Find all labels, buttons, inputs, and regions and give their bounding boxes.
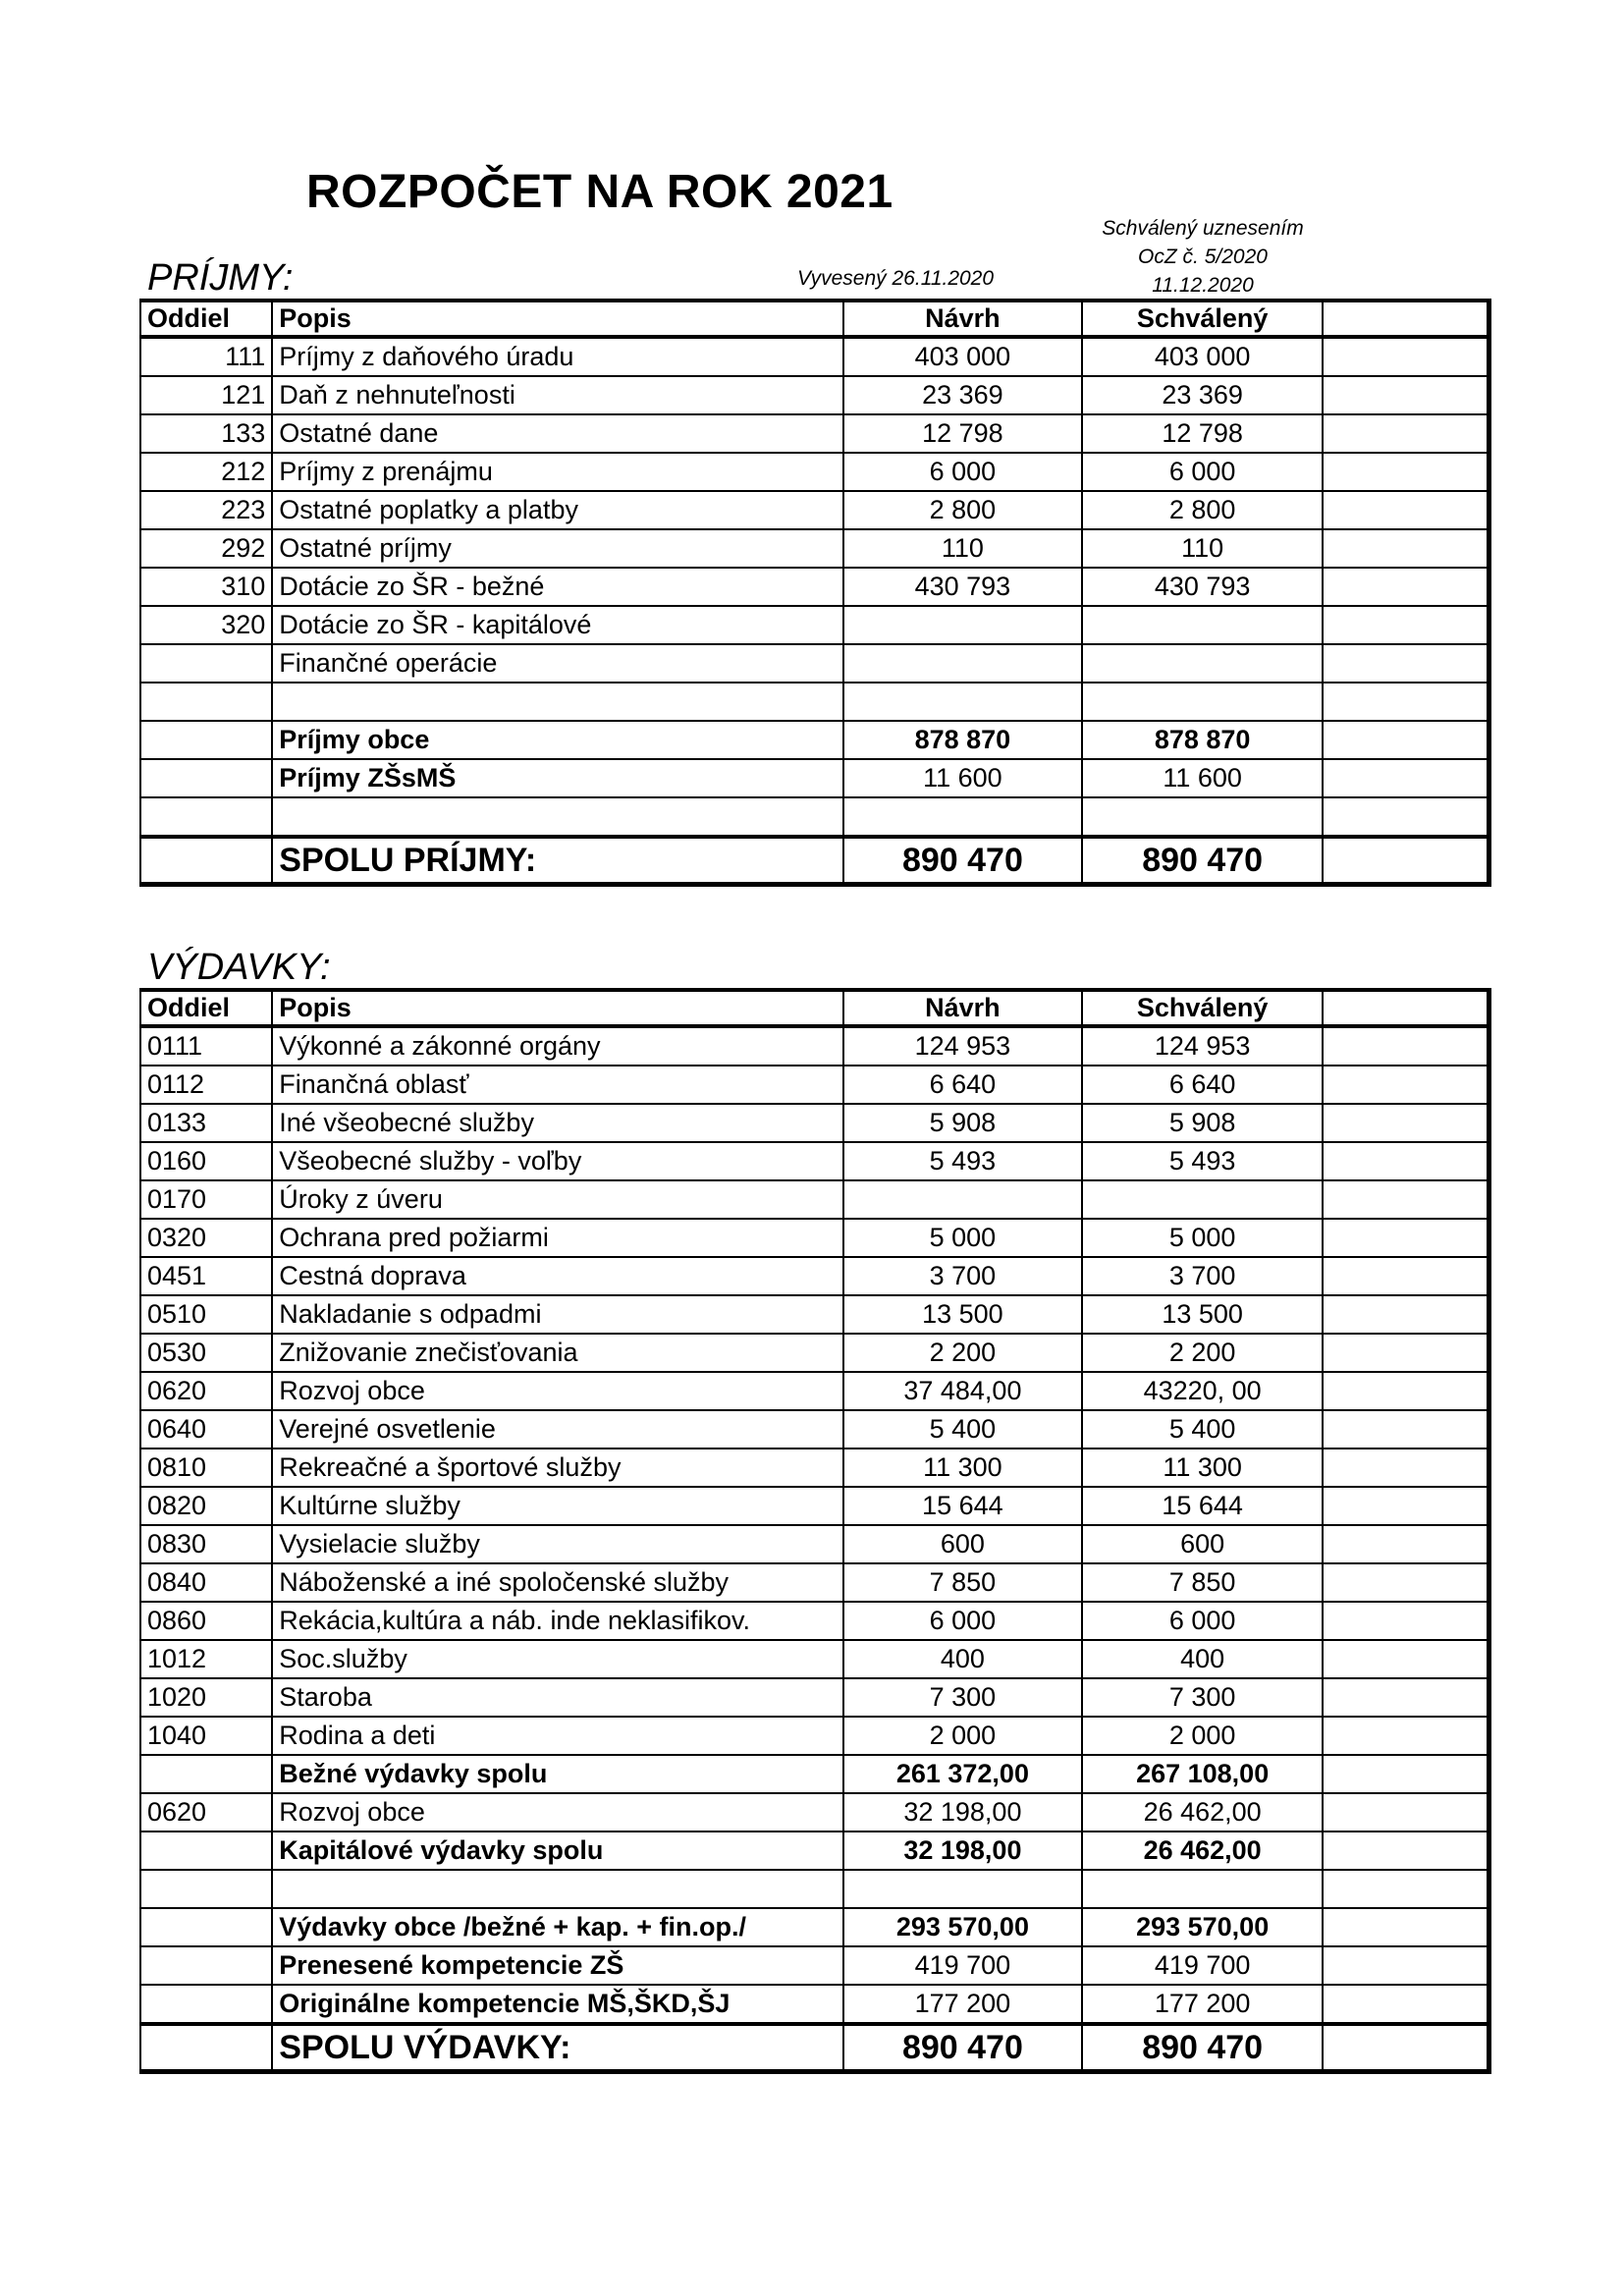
row-code: 1012 (140, 1640, 272, 1678)
col-header-code: Oddiel (140, 990, 272, 1026)
row-empty (1323, 1449, 1489, 1487)
row-schvaleny: 11 600 (1082, 759, 1323, 797)
row-description: Soc.služby (272, 1640, 843, 1678)
table-row (140, 1525, 1489, 1563)
col-header-schvaleny: Schválený (1082, 990, 1323, 1026)
row-description: Ostatné príjmy (272, 529, 843, 568)
row-empty (1323, 1372, 1489, 1410)
income-header-row (140, 301, 1489, 337)
row-description: Ochrana pred požiarmi (272, 1219, 843, 1257)
row-description: Príjmy ZŠsMŠ (272, 759, 843, 797)
row-description (272, 1870, 843, 1908)
row-schvaleny: 13 500 (1082, 1295, 1323, 1334)
row-description: Rekácia,kultúra a náb. inde neklasifikov. (272, 1602, 843, 1640)
row-empty (1323, 1257, 1489, 1295)
table-row (140, 529, 1489, 568)
row-description: Prenesené kompetencie ZŠ (272, 1946, 843, 1985)
col-header-empty (1323, 990, 1489, 1026)
page-title: ROZPOČET NA ROK 2021 (306, 166, 893, 218)
row-navrh: 5 908 (843, 1104, 1082, 1142)
row-navrh: 3 700 (843, 1257, 1082, 1295)
row-code: 0160 (140, 1142, 272, 1180)
col-header-desc: Popis (272, 301, 843, 337)
expenses-header-row (140, 990, 1489, 1026)
row-navrh: 12 798 (843, 414, 1082, 453)
row-description: Náboženské a iné spoločenské služby (272, 1563, 843, 1602)
row-code (140, 1870, 272, 1908)
row-code: 0170 (140, 1180, 272, 1219)
row-empty (1323, 683, 1489, 721)
row-empty (1323, 453, 1489, 491)
row-navrh: 23 369 (843, 376, 1082, 414)
row-navrh: 11 600 (843, 759, 1082, 797)
row-schvaleny: 5 400 (1082, 1410, 1323, 1449)
row-schvaleny: 6 000 (1082, 1602, 1323, 1640)
row-schvaleny (1082, 644, 1323, 683)
col-header-code: Oddiel (140, 301, 272, 337)
approval-note (1080, 214, 1326, 300)
row-code: 121 (140, 376, 272, 414)
row-code: 292 (140, 529, 272, 568)
row-schvaleny: 6 000 (1082, 453, 1323, 491)
row-schvaleny: 430 793 (1082, 568, 1323, 606)
row-code: 133 (140, 414, 272, 453)
table-row (140, 1870, 1489, 1908)
row-navrh: 32 198,00 (843, 1793, 1082, 1831)
row-navrh: 7 850 (843, 1563, 1082, 1602)
row-empty (1323, 1066, 1489, 1104)
row-empty (1323, 1831, 1489, 1870)
table-row (140, 1793, 1489, 1831)
row-empty (1323, 1410, 1489, 1449)
row-navrh (843, 606, 1082, 644)
row-navrh: 2 800 (843, 491, 1082, 529)
table-row (140, 1908, 1489, 1946)
row-code (140, 1908, 272, 1946)
row-empty (1323, 1908, 1489, 1946)
row-empty (1323, 376, 1489, 414)
row-schvaleny (1082, 606, 1323, 644)
row-navrh: 5 493 (843, 1142, 1082, 1180)
row-navrh (843, 1870, 1082, 1908)
row-navrh: 13 500 (843, 1295, 1082, 1334)
row-description: Kapitálové výdavky spolu (272, 1831, 843, 1870)
row-navrh: 878 870 (843, 721, 1082, 759)
row-description: Finančná oblasť (272, 1066, 843, 1104)
row-navrh: 261 372,00 (843, 1755, 1082, 1793)
row-description: Všeobecné služby - voľby (272, 1142, 843, 1180)
table-row (140, 1372, 1489, 1410)
total-schvaleny: 890 470 (1082, 2024, 1323, 2072)
total-empty (1323, 837, 1489, 885)
table-row (140, 337, 1489, 376)
col-header-schvaleny: Schválený (1082, 301, 1323, 337)
row-navrh (843, 683, 1082, 721)
row-code: 310 (140, 568, 272, 606)
table-row (140, 1295, 1489, 1334)
row-schvaleny: 419 700 (1082, 1946, 1323, 1985)
total-code (140, 837, 272, 885)
row-description: Rozvoj obce (272, 1372, 843, 1410)
row-empty (1323, 1640, 1489, 1678)
row-description: Daň z nehnuteľnosti (272, 376, 843, 414)
row-code: 111 (140, 337, 272, 376)
row-description: Dotácie zo ŠR - kapitálové (272, 606, 843, 644)
row-empty (1323, 337, 1489, 376)
table-row (140, 453, 1489, 491)
row-navrh: 124 953 (843, 1026, 1082, 1066)
income-heading: PRÍJMY: (147, 257, 294, 299)
expenses-heading: VÝDAVKY: (147, 947, 331, 988)
row-schvaleny: 5 493 (1082, 1142, 1323, 1180)
row-navrh: 37 484,00 (843, 1372, 1082, 1410)
row-schvaleny: 26 462,00 (1082, 1831, 1323, 1870)
row-description: Znižovanie znečisťovania (272, 1334, 843, 1372)
table-row (140, 606, 1489, 644)
table-row (140, 644, 1489, 683)
row-code (140, 797, 272, 837)
table-row (140, 1026, 1489, 1066)
col-header-desc: Popis (272, 990, 843, 1026)
row-navrh: 430 793 (843, 568, 1082, 606)
table-row (140, 1487, 1489, 1525)
table-row (140, 1410, 1489, 1449)
row-empty (1323, 1104, 1489, 1142)
row-navrh: 2 200 (843, 1334, 1082, 1372)
row-navrh: 6 000 (843, 1602, 1082, 1640)
row-description: Príjmy z daňového úradu (272, 337, 843, 376)
row-description: Originálne kompetencie MŠ,ŠKD,ŠJ (272, 1985, 843, 2024)
row-code: 0320 (140, 1219, 272, 1257)
row-code: 1040 (140, 1717, 272, 1755)
row-code (140, 759, 272, 797)
row-schvaleny: 2 200 (1082, 1334, 1323, 1372)
table-row (140, 1563, 1489, 1602)
row-schvaleny: 600 (1082, 1525, 1323, 1563)
row-code: 0810 (140, 1449, 272, 1487)
table-row (140, 1449, 1489, 1487)
row-empty (1323, 1487, 1489, 1525)
row-code: 1020 (140, 1678, 272, 1717)
approval-note-line: OcZ č. 5/2020 (1138, 246, 1268, 268)
row-empty (1323, 1755, 1489, 1793)
row-schvaleny: 5 908 (1082, 1104, 1323, 1142)
row-navrh: 7 300 (843, 1678, 1082, 1717)
row-description: Nakladanie s odpadmi (272, 1295, 843, 1334)
row-empty (1323, 1717, 1489, 1755)
row-navrh: 15 644 (843, 1487, 1082, 1525)
row-navrh: 32 198,00 (843, 1831, 1082, 1870)
row-description: Vysielacie služby (272, 1525, 843, 1563)
row-description: Rekreačné a športové služby (272, 1449, 843, 1487)
row-schvaleny: 403 000 (1082, 337, 1323, 376)
row-empty (1323, 1219, 1489, 1257)
row-schvaleny: 15 644 (1082, 1487, 1323, 1525)
row-empty (1323, 1334, 1489, 1372)
table-row (140, 1180, 1489, 1219)
row-description: Dotácie zo ŠR - bežné (272, 568, 843, 606)
row-empty (1323, 644, 1489, 683)
row-code: 0530 (140, 1334, 272, 1372)
table-row (140, 1602, 1489, 1640)
table-row (140, 1717, 1489, 1755)
row-navrh: 403 000 (843, 337, 1082, 376)
row-schvaleny: 400 (1082, 1640, 1323, 1678)
row-description: Výdavky obce /bežné + kap. + fin.op./ (272, 1908, 843, 1946)
row-code (140, 644, 272, 683)
row-empty (1323, 759, 1489, 797)
row-navrh: 419 700 (843, 1946, 1082, 1985)
row-navrh: 293 570,00 (843, 1908, 1082, 1946)
total-navrh: 890 470 (843, 2024, 1082, 2072)
row-schvaleny: 110 (1082, 529, 1323, 568)
row-empty (1323, 1563, 1489, 1602)
row-navrh: 5 000 (843, 1219, 1082, 1257)
income-table (139, 299, 1491, 887)
table-row (140, 1755, 1489, 1793)
row-empty (1323, 1142, 1489, 1180)
row-code: 0620 (140, 1793, 272, 1831)
total-empty (1323, 2024, 1489, 2072)
row-empty (1323, 1026, 1489, 1066)
table-row (140, 797, 1489, 837)
row-code: 0111 (140, 1026, 272, 1066)
row-description: Príjmy obce (272, 721, 843, 759)
row-empty (1323, 1295, 1489, 1334)
row-code: 320 (140, 606, 272, 644)
row-code (140, 1831, 272, 1870)
row-schvaleny: 12 798 (1082, 414, 1323, 453)
row-schvaleny: 2 800 (1082, 491, 1323, 529)
row-description: Bežné výdavky spolu (272, 1755, 843, 1793)
row-empty (1323, 1602, 1489, 1640)
approval-note-line: Schválený uznesením (1102, 217, 1304, 240)
col-header-empty (1323, 301, 1489, 337)
row-navrh: 2 000 (843, 1717, 1082, 1755)
row-description: Ostatné poplatky a platby (272, 491, 843, 529)
row-empty (1323, 1946, 1489, 1985)
table-row (140, 1257, 1489, 1295)
table-row (140, 759, 1489, 797)
row-description: Verejné osvetlenie (272, 1410, 843, 1449)
table-row (140, 1678, 1489, 1717)
row-navrh (843, 644, 1082, 683)
table-row (140, 1104, 1489, 1142)
row-code (140, 1946, 272, 1985)
table-row (140, 1831, 1489, 1870)
row-schvaleny: 11 300 (1082, 1449, 1323, 1487)
row-code: 0640 (140, 1410, 272, 1449)
row-schvaleny: 3 700 (1082, 1257, 1323, 1295)
row-schvaleny: 7 300 (1082, 1678, 1323, 1717)
row-empty (1323, 1870, 1489, 1908)
row-code: 0830 (140, 1525, 272, 1563)
row-schvaleny: 177 200 (1082, 1985, 1323, 2024)
row-schvaleny: 43220, 00 (1082, 1372, 1323, 1410)
row-navrh (843, 797, 1082, 837)
row-code: 223 (140, 491, 272, 529)
table-row (140, 568, 1489, 606)
total-navrh: 890 470 (843, 837, 1082, 885)
table-row (140, 1066, 1489, 1104)
row-navrh: 5 400 (843, 1410, 1082, 1449)
row-empty (1323, 414, 1489, 453)
row-description: Rodina a deti (272, 1717, 843, 1755)
row-description: Príjmy z prenájmu (272, 453, 843, 491)
row-code: 0840 (140, 1563, 272, 1602)
row-navrh: 110 (843, 529, 1082, 568)
row-empty (1323, 529, 1489, 568)
row-description: Úroky z úveru (272, 1180, 843, 1219)
row-navrh: 177 200 (843, 1985, 1082, 2024)
table-row (140, 376, 1489, 414)
table-row (140, 1219, 1489, 1257)
total-label: SPOLU PRÍJMY: (272, 837, 843, 885)
row-description (272, 683, 843, 721)
row-empty (1323, 606, 1489, 644)
row-code (140, 1985, 272, 2024)
table-row (140, 1985, 1489, 2024)
row-description: Výkonné a zákonné orgány (272, 1026, 843, 1066)
row-code: 0820 (140, 1487, 272, 1525)
row-empty (1323, 1180, 1489, 1219)
total-schvaleny: 890 470 (1082, 837, 1323, 885)
row-description: Ostatné dane (272, 414, 843, 453)
row-schvaleny (1082, 683, 1323, 721)
row-empty (1323, 1985, 1489, 2024)
row-description: Finančné operácie (272, 644, 843, 683)
row-schvaleny: 124 953 (1082, 1026, 1323, 1066)
row-code (140, 1755, 272, 1793)
row-empty (1323, 491, 1489, 529)
table-row (140, 1142, 1489, 1180)
row-code: 0860 (140, 1602, 272, 1640)
row-description: Cestná doprava (272, 1257, 843, 1295)
row-schvaleny: 23 369 (1082, 376, 1323, 414)
row-schvaleny: 5 000 (1082, 1219, 1323, 1257)
row-empty (1323, 1793, 1489, 1831)
table-row (140, 721, 1489, 759)
table-row (140, 1946, 1489, 1985)
row-description (272, 797, 843, 837)
row-empty (1323, 721, 1489, 759)
posted-note: Vyvesený 26.11.2020 (797, 267, 995, 290)
row-navrh: 6 640 (843, 1066, 1082, 1104)
row-schvaleny: 293 570,00 (1082, 1908, 1323, 1946)
row-code (140, 721, 272, 759)
row-navrh (843, 1180, 1082, 1219)
row-schvaleny: 267 108,00 (1082, 1755, 1323, 1793)
row-code: 0112 (140, 1066, 272, 1104)
row-schvaleny: 26 462,00 (1082, 1793, 1323, 1831)
row-empty (1323, 797, 1489, 837)
row-code (140, 683, 272, 721)
row-code: 0510 (140, 1295, 272, 1334)
col-header-navrh: Návrh (843, 990, 1082, 1026)
row-schvaleny (1082, 797, 1323, 837)
row-empty (1323, 568, 1489, 606)
row-code: 0451 (140, 1257, 272, 1295)
table-row (140, 414, 1489, 453)
total-row (140, 837, 1489, 885)
table-row (140, 491, 1489, 529)
total-label: SPOLU VÝDAVKY: (272, 2024, 843, 2072)
row-empty (1323, 1678, 1489, 1717)
table-row (140, 1640, 1489, 1678)
expenses-table (139, 988, 1491, 2074)
row-description: Staroba (272, 1678, 843, 1717)
approval-note-line: 11.12.2020 (1152, 274, 1254, 297)
row-schvaleny: 878 870 (1082, 721, 1323, 759)
row-code: 0620 (140, 1372, 272, 1410)
total-row (140, 2024, 1489, 2072)
col-header-navrh: Návrh (843, 301, 1082, 337)
row-navrh: 400 (843, 1640, 1082, 1678)
table-row (140, 1334, 1489, 1372)
row-description: Rozvoj obce (272, 1793, 843, 1831)
row-navrh: 600 (843, 1525, 1082, 1563)
row-navrh: 11 300 (843, 1449, 1082, 1487)
row-code: 0133 (140, 1104, 272, 1142)
row-description: Kultúrne služby (272, 1487, 843, 1525)
row-navrh: 6 000 (843, 453, 1082, 491)
total-code (140, 2024, 272, 2072)
table-row (140, 683, 1489, 721)
row-schvaleny: 7 850 (1082, 1563, 1323, 1602)
row-schvaleny (1082, 1180, 1323, 1219)
row-code: 212 (140, 453, 272, 491)
row-schvaleny (1082, 1870, 1323, 1908)
row-schvaleny: 6 640 (1082, 1066, 1323, 1104)
row-empty (1323, 1525, 1489, 1563)
row-description: Iné všeobecné služby (272, 1104, 843, 1142)
row-schvaleny: 2 000 (1082, 1717, 1323, 1755)
